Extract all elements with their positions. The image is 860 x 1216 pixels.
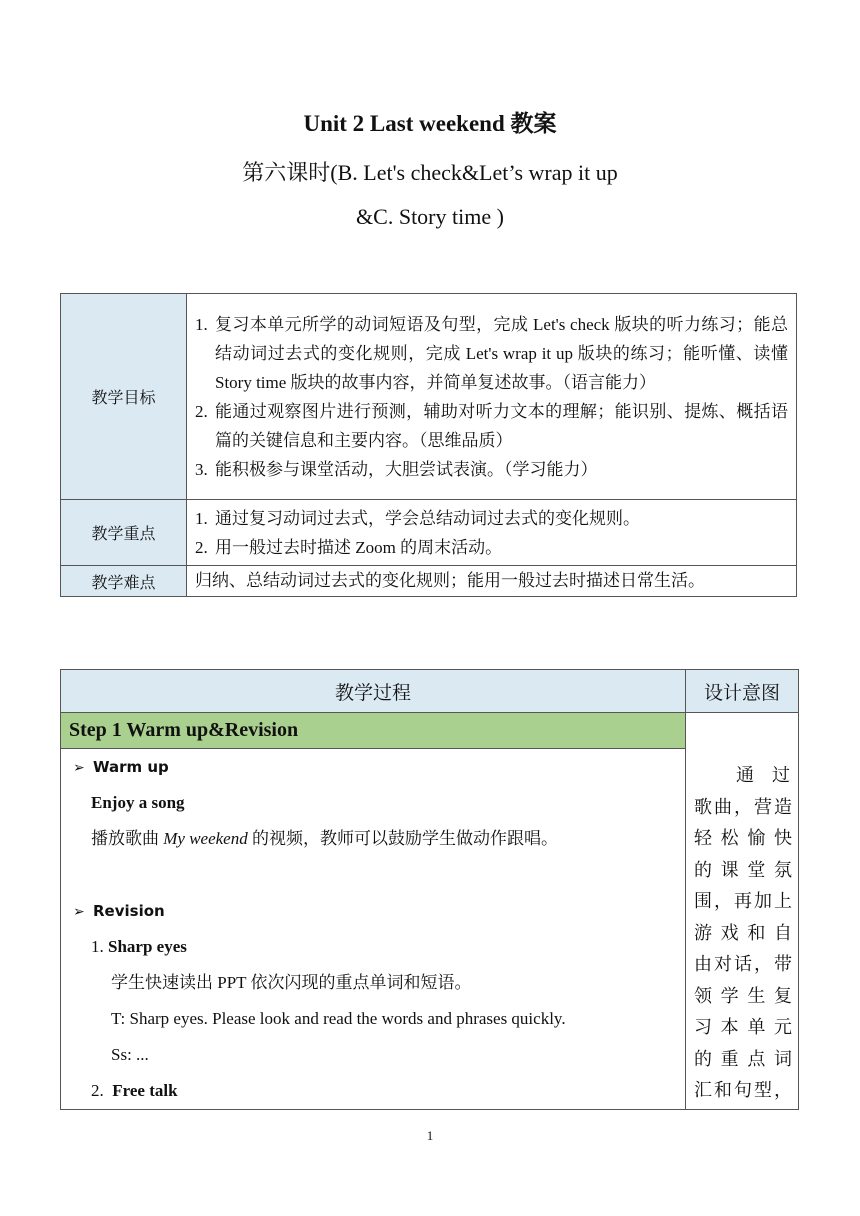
key-point-item: 1. 通过复习动词过去式，学会总结动词过去式的变化规则。 bbox=[195, 508, 640, 528]
goal-content bbox=[187, 294, 797, 500]
arrow-bullet-icon: ➢ bbox=[73, 904, 85, 920]
step-content bbox=[61, 749, 686, 1110]
key-point-item: 2. 用一般过去时描述 Zoom 的周末活动。 bbox=[195, 537, 503, 557]
intent-header: 设计意图 bbox=[686, 670, 799, 713]
song-description: 播放歌曲 My weekend 的视频，教师可以鼓励学生做动作跟唱。 bbox=[91, 829, 558, 848]
intent-line: 围，再加上 bbox=[694, 891, 792, 911]
key-points-label: 教学重点 bbox=[61, 500, 187, 566]
revision-bullet: ➢ Revision bbox=[61, 893, 685, 929]
design-intent bbox=[686, 713, 799, 1110]
objectives-table bbox=[60, 293, 797, 597]
step-title: Step 1 Warm up&Revision bbox=[61, 713, 686, 749]
goal-item: 2. 能通过观察图片进行预测，辅助对听力文本的理解；能识别、提炼、概括语篇的关键信息和主要内容。（思维品质） bbox=[195, 401, 788, 450]
intent-line: 由对话，带 bbox=[694, 954, 792, 974]
key-points-content bbox=[187, 500, 797, 566]
warmup-bullet: ➢ Warm up bbox=[61, 749, 685, 785]
sharp-eyes-heading: 1. Sharp eyes bbox=[91, 937, 187, 956]
document-title: Unit 2 Last weekend 教案 bbox=[303, 111, 557, 136]
difficulty-content: 归纳、总结动词过去式的变化规则；能用一般过去时描述日常生活。 bbox=[187, 566, 797, 597]
arrow-bullet-icon: ➢ bbox=[73, 760, 85, 776]
free-talk-heading: 2. Free talk bbox=[91, 1081, 178, 1100]
song-title: My weekend bbox=[163, 829, 248, 848]
difficulty-label: 教学难点 bbox=[61, 566, 187, 597]
intent-line: 习本单元 bbox=[694, 1017, 792, 1037]
page-number: 1 bbox=[426, 1128, 434, 1143]
intent-line: 领学生复 bbox=[694, 985, 792, 1006]
intent-line: 的课堂氛 bbox=[694, 859, 792, 880]
intent-line: 通 过 bbox=[736, 765, 790, 785]
process-header: 教学过程 bbox=[61, 670, 686, 713]
intent-line: 汇和句型， bbox=[694, 1080, 792, 1100]
lesson-subtitle-continued: &C. Story time ) bbox=[356, 204, 504, 229]
song-heading: Enjoy a song bbox=[91, 793, 185, 812]
lesson-subtitle: 第六课时(B. Let's check&Let’s wrap it up bbox=[242, 160, 618, 185]
teacher-line: T: Sharp eyes. Please look and read the words and phrases quickly. bbox=[111, 1009, 566, 1028]
process-table bbox=[60, 669, 799, 1110]
intent-line: 的重点词 bbox=[694, 1048, 792, 1069]
goal-label: 教学目标 bbox=[61, 294, 187, 500]
sharp-eyes-instruction: 学生快速读出 PPT 依次闪现的重点单词和短语。 bbox=[111, 973, 472, 992]
spacer bbox=[61, 857, 685, 893]
intent-line: 歌曲，营造 bbox=[694, 796, 792, 817]
goal-item: 3. 能积极参与课堂活动，大胆尝试表演。（学习能力） bbox=[195, 459, 598, 479]
intent-line: 轻松愉快 bbox=[694, 828, 792, 848]
students-line: Ss: ... bbox=[111, 1045, 149, 1064]
intent-line: 游戏和自 bbox=[694, 922, 792, 943]
goal-item: 1. 复习本单元所学的动词短语及句型，完成 Let's check 版块的听力练习；能总结动词过去式的变化规则，完成 Let's wrap it up 版块的练习；能听懂、读懂 Story time 版块的故事内容，并简单复述故事。（语言能力） bbox=[195, 314, 788, 392]
